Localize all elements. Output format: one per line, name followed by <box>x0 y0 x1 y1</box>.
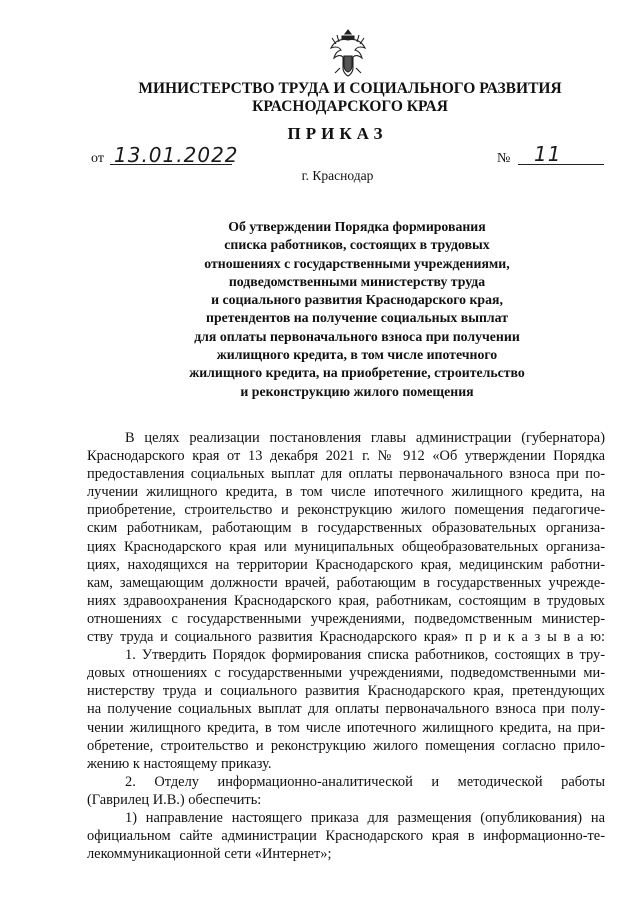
title-line: списка работников, состоящих в трудовых <box>224 237 490 253</box>
coat-of-arms-emblem <box>328 28 368 78</box>
body-line: приобретение, строительство и реконструкцию жилого помещения педагогиче- <box>87 502 605 519</box>
body-line: нистерству труда и социального развития Краснодарского края, претендующих <box>87 683 605 700</box>
title-line: подведомственными министерству труда <box>228 273 486 289</box>
date-prefix: от <box>91 151 104 166</box>
body-line: ским работникам, работающим в государственных образовательных организа- <box>87 520 605 537</box>
body-line: ству труда и социального развития Краснодарского края» п р и к а з ы в а ю: <box>87 629 605 646</box>
body-line: лучении жилищного кредита, в том числе ипотечного жилищного кредита, на <box>87 484 605 501</box>
body-line: Краснодарского края от 13 декабря 2021 г. № 912 «Об утверждении Порядка <box>87 448 605 465</box>
order-title <box>118 218 596 401</box>
body-line: циях Краснодарского края или муниципальных общеобразовательных организа- <box>87 538 605 555</box>
document-type-heading: ПРИКАЗ <box>287 124 388 143</box>
title-line: для оплаты первоначального взноса при получении <box>194 328 520 344</box>
ministry-name-line2: КРАСНОДАРСКОГО КРАЯ <box>252 98 448 115</box>
city-label: г. Краснодар <box>301 168 374 183</box>
body-line: официальном сайте администрации Краснодарского края в информационно-те- <box>87 828 605 845</box>
body-line: чении жилищного кредита, в том числе ипотечного жилищного кредита, на при- <box>87 719 605 736</box>
body-line: на получение социальных выплат для оплаты первоначального взноса при полу- <box>87 701 605 718</box>
body-line: лекоммуникационной сети «Интернет»; <box>87 846 332 863</box>
body-line: (Гаврилец И.В.) обеспечить: <box>87 791 262 808</box>
title-line: жилищного кредита, в том числе ипотечного <box>216 347 498 363</box>
body-line: В целях реализации постановления главы администрации (губернатора) <box>125 430 605 446</box>
body-line: обретение, строительство и реконструкцию жилого помещения согласно прило- <box>87 737 605 754</box>
body-line: 1) направление настоящего приказа для размещения (опубликования) на <box>125 809 605 826</box>
handwritten-date: 13.01.2022 <box>114 143 239 167</box>
order-body <box>87 429 605 863</box>
handwritten-number: 11 <box>534 142 562 166</box>
title-line: отношениях с государственными учреждениями, <box>204 255 510 271</box>
body-line: 2. Отделу информационно-аналитической и методической работы <box>125 773 605 790</box>
body-line: кам, замещающим должности врачей, работающим в государственных учрежде- <box>87 574 605 591</box>
body-line: отношениях с государственными учреждениями, подведомственным министер- <box>87 610 605 627</box>
title-line: и социального развития Краснодарского края, <box>211 292 503 308</box>
ministry-name-line1: МИНИСТЕРСТВО ТРУДА И СОЦИАЛЬНОГО РАЗВИТИЯ <box>138 80 562 97</box>
title-line: претендентов на получение социальных выплат <box>206 310 508 326</box>
body-line: ниях здравоохранения Краснодарского края, работникам, состоящим в трудовых <box>87 592 605 609</box>
body-line: предоставления социальных выплат для оплаты первоначального взноса при по- <box>87 466 605 483</box>
body-line: циях, находящихся на территории Краснодарского края, медицинским работни- <box>87 556 605 573</box>
number-prefix: № <box>497 151 511 166</box>
title-line: жилищного кредита, на приобретение, строительство <box>189 365 525 381</box>
body-line: 1. Утвердить Порядок формирования списка работников, состоящих в тру- <box>125 647 605 664</box>
title-line: Об утверждении Порядка формирования <box>228 219 486 234</box>
body-line: жению к настоящему приказу. <box>87 755 272 772</box>
title-line: и реконструкцию жилого помещения <box>240 383 474 399</box>
body-line: довых отношениях с государственными учреждениями, подведомственными ми- <box>87 665 605 682</box>
